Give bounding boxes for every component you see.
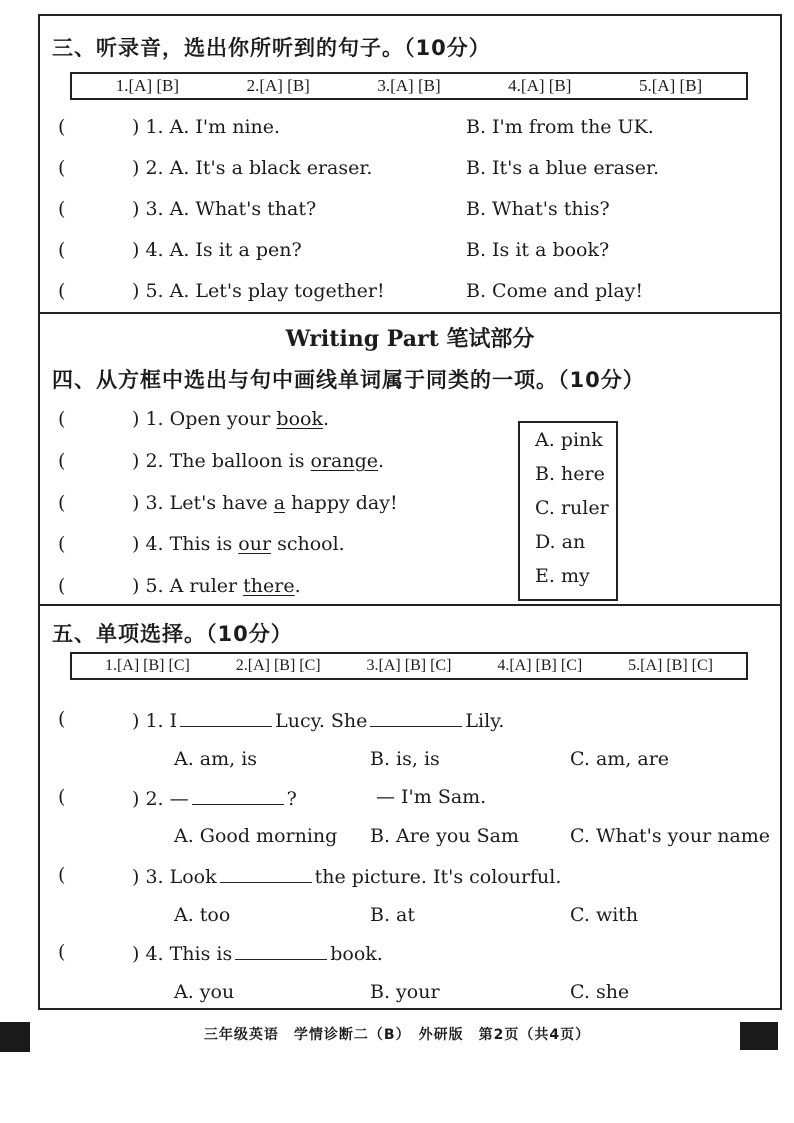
question-option-b: B. Come and play! bbox=[466, 280, 644, 302]
answer-paren[interactable]: ( bbox=[58, 239, 66, 261]
question-text-end: the picture. It's colourful. bbox=[314, 866, 562, 888]
question-text: ? bbox=[286, 788, 297, 810]
answer-blank[interactable] bbox=[370, 708, 462, 727]
answer-paren[interactable]: ( bbox=[58, 280, 66, 302]
question-text: ) 4. This is bbox=[132, 943, 233, 965]
answer-paren[interactable]: ( bbox=[58, 492, 66, 514]
question-text: ) 1. Open your bbox=[132, 408, 277, 430]
question-option-b: B. Is it a book? bbox=[466, 239, 610, 261]
underlined-word: book bbox=[276, 408, 323, 430]
scan-marker-right bbox=[740, 1022, 778, 1050]
option-row bbox=[40, 981, 780, 1009]
word-choice: B. here bbox=[535, 463, 605, 485]
section4-heading: 四、从方框中选出与句中画线单词属于同类的一项。（10分） bbox=[52, 368, 645, 392]
option-a: A. Good morning bbox=[174, 825, 338, 847]
question-option-a: ) 2. A. It's a black eraser. bbox=[132, 157, 373, 179]
writing-part-title: Writing Part 笔试部分 bbox=[285, 326, 535, 352]
word-choice-box bbox=[518, 421, 618, 601]
answer-paren[interactable]: ( bbox=[58, 864, 66, 886]
section-word-category bbox=[40, 314, 780, 606]
answer-blank[interactable] bbox=[180, 708, 272, 727]
question-option-a: ) 5. A. Let's play together! bbox=[132, 280, 385, 302]
section5-answer-key bbox=[70, 652, 748, 680]
answer-paren[interactable]: ( bbox=[58, 786, 66, 808]
question-text: ) 5. A ruler bbox=[132, 575, 244, 597]
answer-key-1[interactable]: 1.[A] [B] [C] bbox=[104, 657, 190, 674]
question-row bbox=[40, 533, 780, 563]
option-row bbox=[40, 825, 780, 853]
question-row bbox=[40, 786, 780, 816]
underlined-word: our bbox=[238, 533, 272, 555]
option-b: B. at bbox=[370, 904, 416, 926]
answer-paren[interactable]: ( bbox=[58, 157, 66, 179]
question-row bbox=[40, 280, 780, 310]
answer-paren[interactable]: ( bbox=[58, 708, 66, 730]
question-option-a: ) 4. A. Is it a pen? bbox=[132, 239, 302, 261]
answer-key-5[interactable]: 5.[A] [B] bbox=[638, 76, 703, 95]
answer-paren[interactable]: ( bbox=[58, 198, 66, 220]
answer-blank[interactable] bbox=[192, 786, 284, 805]
word-choice: D. an bbox=[535, 531, 586, 553]
question-option-a: ) 1. A. I'm nine. bbox=[132, 116, 281, 138]
question-text-end: . bbox=[322, 408, 330, 430]
option-row bbox=[40, 904, 780, 932]
question-option-a: ) 3. A. What's that? bbox=[132, 198, 317, 220]
answer-key-5[interactable]: 5.[A] [B] [C] bbox=[628, 657, 714, 674]
section-listening bbox=[40, 16, 780, 314]
answer-blank[interactable] bbox=[235, 941, 327, 960]
question-option-b: B. I'm from the UK. bbox=[466, 116, 654, 138]
answer-key-4[interactable]: 4.[A] [B] bbox=[508, 76, 572, 95]
question-text: Lucy. She bbox=[275, 710, 368, 732]
question-option-b: B. It's a blue eraser. bbox=[466, 157, 660, 179]
question-text: ) 1. I bbox=[132, 710, 178, 732]
question-row bbox=[40, 941, 780, 971]
option-row bbox=[40, 748, 780, 776]
option-b: B. your bbox=[370, 981, 440, 1003]
option-b: B. Are you Sam bbox=[370, 825, 519, 847]
section-multiple-choice bbox=[40, 606, 780, 1008]
word-choice: C. ruler bbox=[535, 497, 609, 519]
option-c: C. she bbox=[570, 981, 630, 1003]
word-choice: E. my bbox=[535, 565, 590, 587]
question-row bbox=[40, 116, 780, 146]
exam-page-frame bbox=[38, 14, 782, 1010]
answer-key-4[interactable]: 4.[A] [B] [C] bbox=[497, 657, 583, 674]
question-row bbox=[40, 708, 780, 738]
option-b: B. is, is bbox=[370, 748, 440, 770]
answer-paren[interactable]: ( bbox=[58, 533, 66, 555]
answer-key-3[interactable]: 3.[A] [B] bbox=[377, 76, 441, 95]
section3-heading: 三、听录音，选出你所听到的句子。（10分） bbox=[52, 36, 491, 60]
option-c: C. with bbox=[570, 904, 639, 926]
question-text: ) 3. Look bbox=[132, 866, 217, 888]
section5-heading: 五、单项选择。（10分） bbox=[52, 622, 293, 646]
option-c: C. What's your name bbox=[570, 825, 771, 847]
question-text-end: . bbox=[294, 575, 301, 597]
question-text: ) 4. This is bbox=[132, 533, 239, 555]
answer-paren[interactable]: ( bbox=[58, 941, 66, 963]
underlined-word: a bbox=[273, 492, 286, 514]
answer-key-3[interactable]: 3.[A] [B] [C] bbox=[366, 657, 452, 674]
underlined-word: orange bbox=[310, 450, 378, 472]
answer-blank[interactable] bbox=[220, 864, 312, 883]
question-row bbox=[40, 157, 780, 187]
question-row bbox=[40, 575, 780, 605]
question-row bbox=[40, 864, 780, 894]
option-a: A. you bbox=[174, 981, 235, 1003]
answer-key-2[interactable]: 2.[A] [B] [C] bbox=[235, 657, 321, 674]
answer-paren[interactable]: ( bbox=[58, 116, 66, 138]
underlined-word: there bbox=[243, 575, 295, 597]
question-text-end: happy day! bbox=[285, 492, 398, 514]
question-row bbox=[40, 198, 780, 228]
question-text-end: . bbox=[377, 450, 385, 472]
answer-paren[interactable]: ( bbox=[58, 575, 66, 597]
question-text: ) 2. The balloon is bbox=[132, 450, 311, 472]
option-c: C. am, are bbox=[570, 748, 670, 770]
question-row bbox=[40, 408, 780, 438]
page-footer: 三年级英语 学情诊断二（B） 外研版 第2页（共4页） bbox=[203, 1027, 591, 1043]
answer-key-1[interactable]: 1.[A] [B] bbox=[115, 76, 180, 95]
question-response: — I'm Sam. bbox=[376, 786, 487, 808]
option-a: A. am, is bbox=[174, 748, 258, 770]
question-text: ) 2. — bbox=[132, 788, 189, 810]
section3-answer-key bbox=[70, 72, 748, 100]
answer-paren[interactable]: ( bbox=[58, 408, 66, 430]
question-row bbox=[40, 492, 780, 522]
question-text-end: school. bbox=[271, 533, 345, 555]
question-text-end: Lily. bbox=[465, 710, 505, 732]
word-choice: A. pink bbox=[535, 429, 603, 451]
option-a: A. too bbox=[174, 904, 231, 926]
answer-paren[interactable]: ( bbox=[58, 450, 66, 472]
answer-key-2[interactable]: 2.[A] [B] bbox=[246, 76, 310, 95]
question-text-end: book. bbox=[330, 943, 383, 965]
question-row bbox=[40, 239, 780, 269]
question-text: ) 3. Let's have bbox=[132, 492, 274, 514]
question-row bbox=[40, 450, 780, 480]
question-option-b: B. What's this? bbox=[466, 198, 610, 220]
